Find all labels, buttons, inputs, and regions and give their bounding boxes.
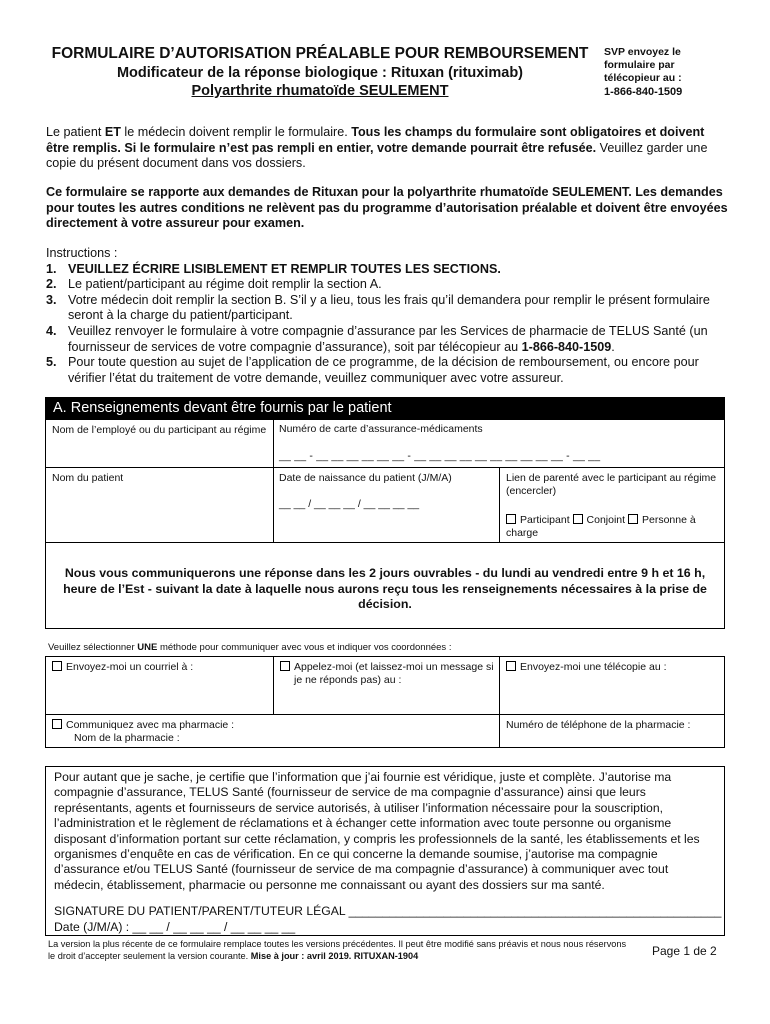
checkbox-icon <box>506 661 516 671</box>
instruction-item: 4. Veuillez renvoyer le formulaire à votre compagnie d’assurance par les Services de pharmacie de TELUS Santé (un fournisseur de services de votre compagnie d’assurance), soit par télécopieur au 1-866-840-1509. <box>46 323 708 354</box>
section-a-header: A. Renseignements devant être fournis par le patient <box>45 397 725 419</box>
page-number: Page 1 de 2 <box>652 944 717 958</box>
instructions <box>46 246 730 386</box>
drug-card-field[interactable]: __ __ - __ __ __ __ __ __ - __ __ __ __ __ __ __ __ __ __ - __ __ <box>279 450 601 462</box>
instructions-heading: Instructions : <box>46 246 118 260</box>
signature-date[interactable]: Date (J/M/A) : __ __ / __ __ __ / __ __ __ __ <box>54 920 296 934</box>
checkbox-icon <box>52 661 62 671</box>
contact-prompt: Veuillez sélectionner UNE méthode pour communiquer avec vous et indiquer vos coordonnées : <box>48 642 452 653</box>
dob-label: Date de naissance du patient (J/M/A) <box>279 472 452 484</box>
relationship-options <box>506 514 720 540</box>
response-notice: Nous vous communiquerons une réponse dans les 2 jours ouvrables - du lundi au vendredi entre 9 h et 16 h, heure de l’Est - suivant la date à laquelle nous aurons reçu tous les renseignements nécessaires à la prise de décision. <box>63 566 707 611</box>
fax-number: 1-866-840-1509 <box>604 86 683 98</box>
pharmacy-option[interactable]: Communiquez avec ma pharmacie : Nom de la pharmacie : <box>52 719 492 745</box>
certification-text: Pour autant que je sache, je certifie que l’information que j’ai fournie est véridique, juste et complète. J’autorise ma compagnie d’assurance, TELUS Santé (fournisseur de service de ma compagnie d’assurance) ainsi que leurs représentants, agents et fournisseurs de service autorisés, à utiliser l’information nécessaire pour la souscription, l’administration et le règlement de réclamations et à échanger cette information avec toute personne ou organisme disposant d’information portant sur cette réclamation, y compris les professionnels de la santé, les établissements et les organismes d’enquête en cas de vérification. En ce qui concerne la demande soumise, j’autorise ma compagnie d’assurance et/ou TELUS Santé (fournisseur de service de ma compagnie d’assurance) à communiquer avec tout médecin, établissement, pharmacie ou personne me connaissant ou ayant des dossiers sur ma santé. <box>54 770 700 892</box>
form-title: FORMULAIRE D’AUTORISATION PRÉALABLE POUR REMBOURSEMENT <box>51 45 589 62</box>
spouse-checkbox[interactable]: Conjoint <box>573 514 626 526</box>
phone-option[interactable]: Appelez-moi (et laissez-moi un message si je ne réponds pas) au : <box>280 661 504 687</box>
instruction-item: 5. Pour toute question au sujet de l’application de ce programme, de la décision de remboursement, ou encore pour vérifier l’état du traitement de votre demande, veuillez communiquer avec votre assureur. <box>46 355 699 385</box>
form-subtitle: Modificateur de la réponse biologique : Rituxan (rituximab) <box>116 65 524 81</box>
checkbox-icon <box>52 719 62 729</box>
instruction-item: 3. Votre médecin doit remplir la section B. S’il y a lieu, tous les frais qu’il demandera pour remplir le présent formulaire seront à la charge du patient/participant. <box>46 292 710 323</box>
checkbox-icon <box>506 514 516 524</box>
pharmacy-phone-label: Numéro de téléphone de la pharmacie : <box>506 719 691 731</box>
employee-name-label: Nom de l’employé ou du participant au régime <box>52 424 267 436</box>
instruction-item: 1. VEUILLEZ ÉCRIRE LISIBLEMENT ET REMPLIR TOUTES LES SECTIONS. <box>46 261 501 276</box>
checkbox-icon <box>280 661 290 671</box>
dependent-checkbox[interactable]: Personne à charge <box>506 514 696 539</box>
fax-instructions: SVP envoyez le formulaire par télécopieur au : 1-866-840-1509 <box>604 46 724 99</box>
dob-field[interactable]: __ __ / __ __ __ / __ __ __ __ <box>279 498 420 510</box>
instruction-item: 2. Le patient/participant au régime doit remplir la section A. <box>46 277 382 292</box>
fax-option[interactable]: Envoyez-moi une télécopie au : <box>506 661 720 674</box>
signature-line[interactable]: SIGNATURE DU PATIENT/PARENT/TUTEUR LÉGAL _______________________________________________________ <box>54 904 722 918</box>
checkbox-icon <box>628 514 638 524</box>
pharmacy-name-label: Nom de la pharmacie : <box>74 732 180 744</box>
intro-paragraph-1: Le patient ET le médecin doivent remplir le formulaire. Tous les champs du formulaire sont obligatoires et doivent être remplis. Si le formulaire n’est pas rempli en entier, votre demande pourrait être refusée. Veuillez garder une copie du présent document dans vos dossiers. <box>46 125 708 171</box>
checkbox-icon <box>573 514 583 524</box>
intro-paragraph-2: Ce formulaire se rapporte aux demandes de Rituxan pour la polyarthrite rhumatoïde SEULEMENT. Les demandes pour toutes les autres conditions ne relèvent pas du programme d’autorisation préalable et doivent être envoyées directement à votre assureur pour examen. <box>46 185 728 231</box>
email-option[interactable]: Envoyez-moi un courriel à : <box>52 661 267 674</box>
drug-card-label: Numéro de carte d’assurance-médicaments <box>279 423 483 435</box>
patient-name-label: Nom du patient <box>52 472 124 484</box>
form-subtitle-condition: Polyarthrite rhumatoïde SEULEMENT <box>191 83 449 99</box>
relationship-label: Lien de parenté avec le participant au régime (encercler) <box>506 472 717 497</box>
footer-note: La version la plus récente de ce formulaire remplace toutes les versions précédentes. Il peut être modifié sans préavis et nous nous réservons le droit d’accepter seulement la version courante. Mise à jour : avril 2019. RITUXAN-1904 <box>48 939 627 961</box>
participant-checkbox[interactable]: Participant <box>506 514 570 526</box>
